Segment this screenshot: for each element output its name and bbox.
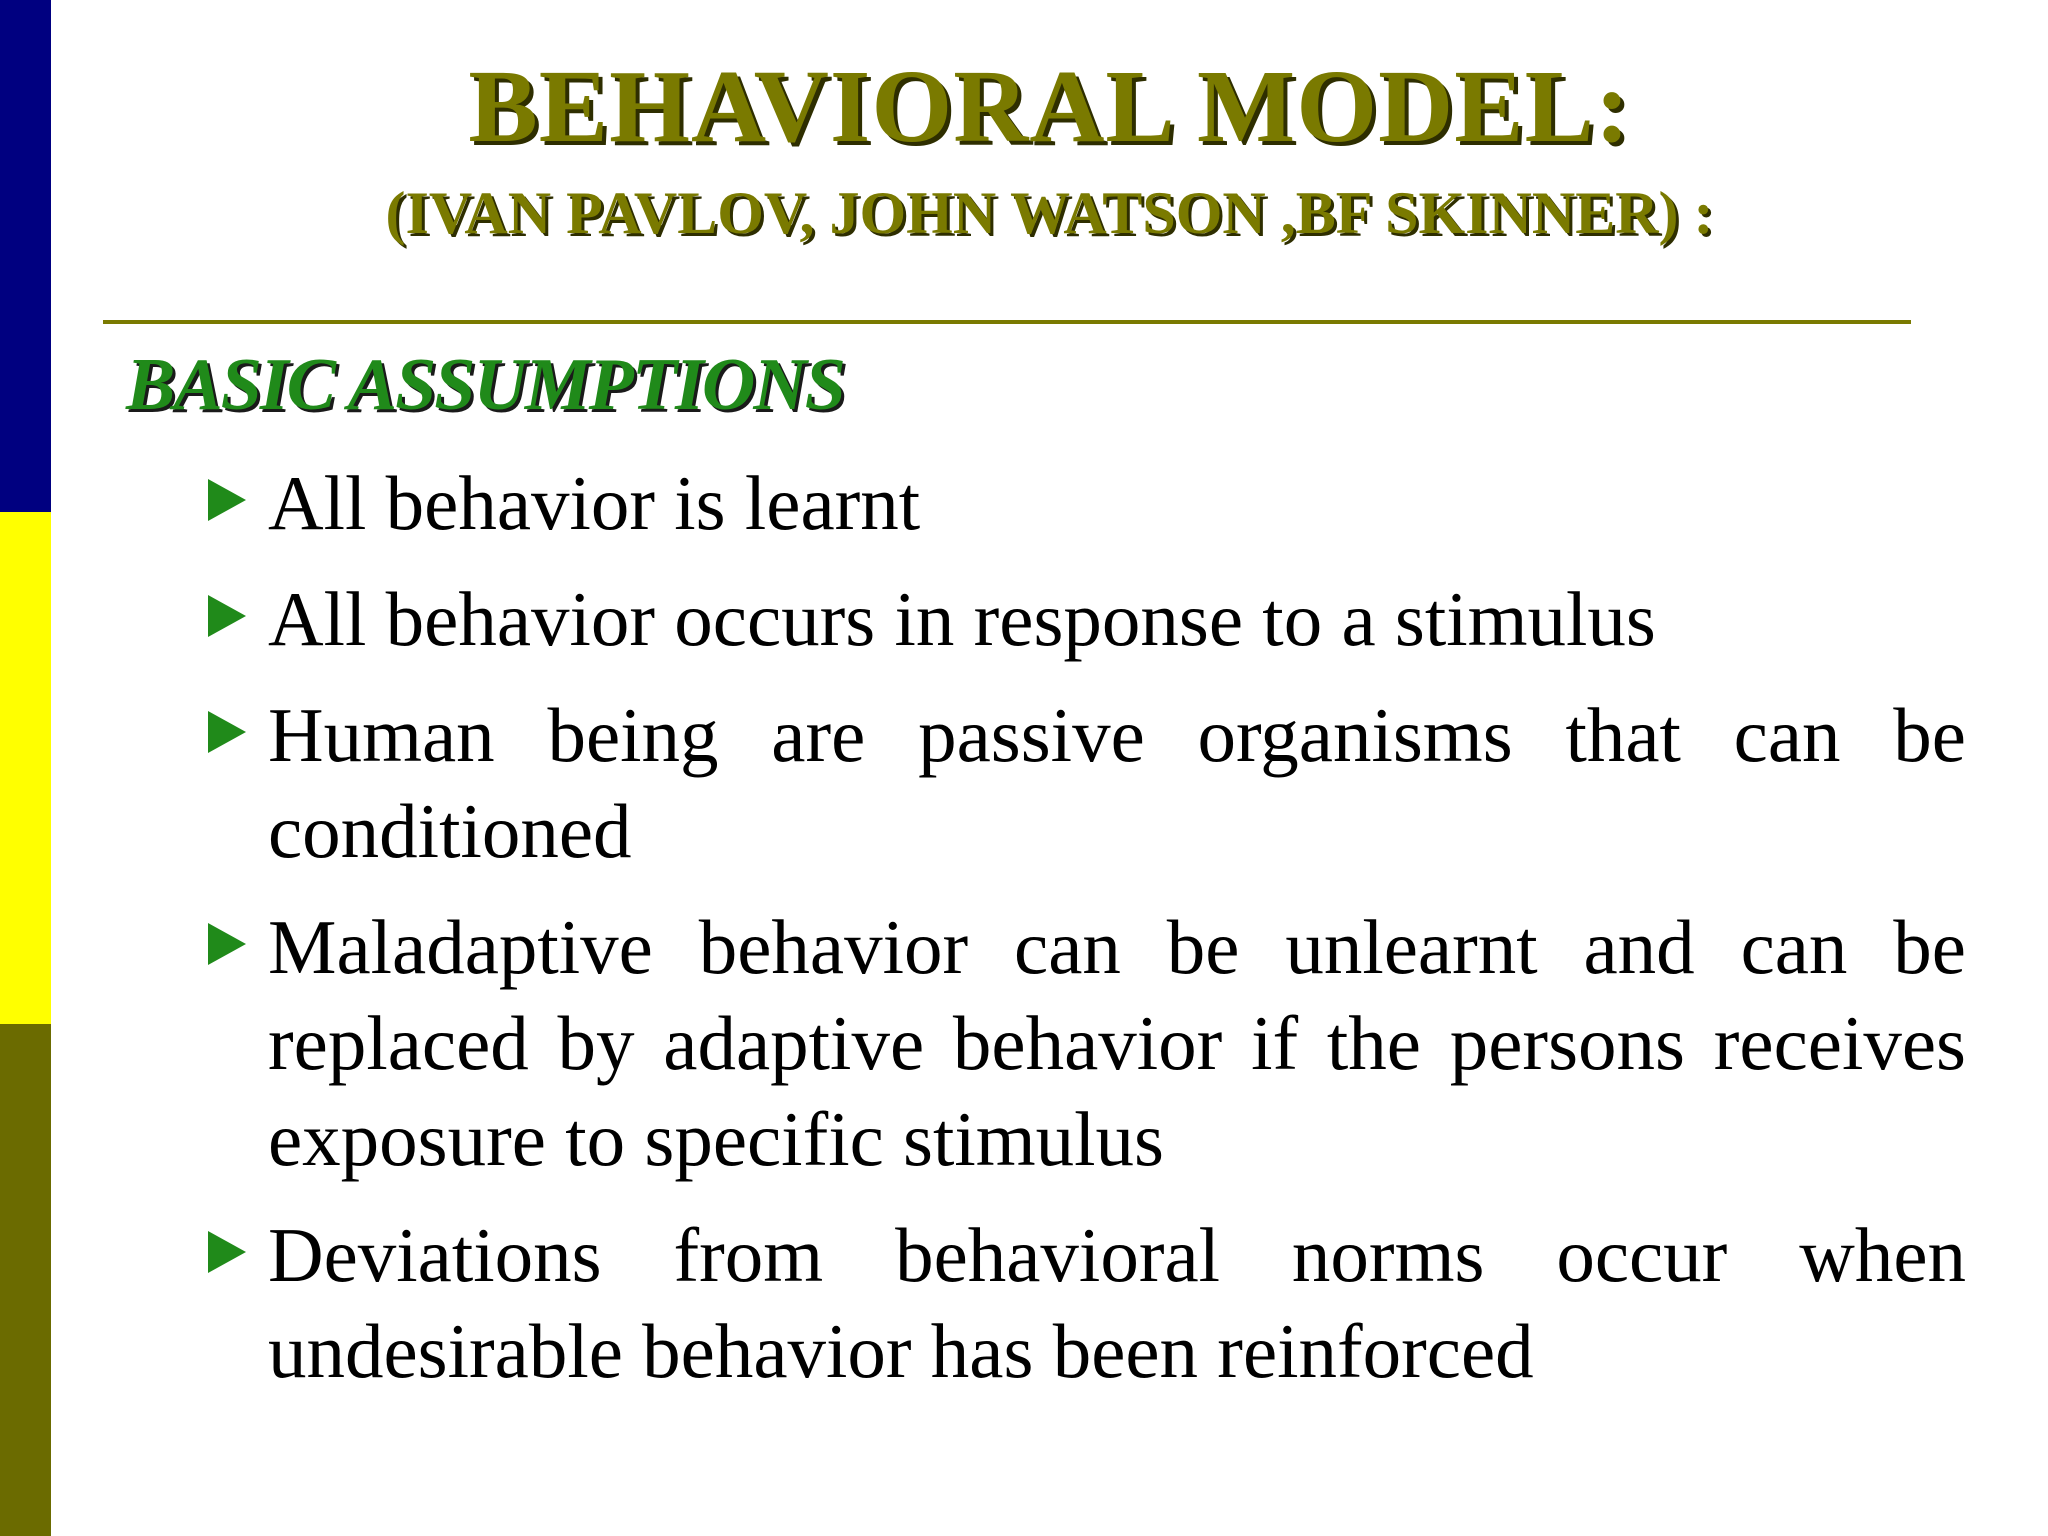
list-item-text: All behavior is learnt xyxy=(268,460,921,546)
list-item xyxy=(202,687,1966,879)
triangle-right-icon xyxy=(208,479,246,521)
triangle-right-icon xyxy=(208,711,246,753)
slide-title: BEHAVIORAL MODEL: xyxy=(468,49,1631,164)
side-bar-olive-segment xyxy=(0,1024,51,1536)
list-item-text: All behavior occurs in response to a stimulus xyxy=(268,576,1656,662)
assumption-list xyxy=(202,455,1966,1419)
triangle-right-icon xyxy=(208,595,246,637)
list-item-text: Deviations from behavioral norms occur when undesirable behavior has been reinforced xyxy=(268,1212,1966,1394)
list-item-text: Maladaptive behavior can be unlearnt and can be replaced by adaptive behavior if the persons receives exposure to specific stimulus xyxy=(268,904,1966,1182)
section-heading: BASIC ASSUMPTIONS xyxy=(126,344,844,426)
list-item xyxy=(202,455,1966,551)
list-item-text: Human being are passive organisms that can be conditioned xyxy=(268,692,1966,874)
slide-subtitle: (IVAN PAVLOV, JOHN WATSON ,BF SKINNER) : xyxy=(385,180,1714,246)
side-color-bar xyxy=(0,0,51,1536)
triangle-right-icon xyxy=(208,923,246,965)
triangle-right-icon xyxy=(208,1231,246,1273)
side-bar-yellow-segment xyxy=(0,512,51,1024)
list-item xyxy=(202,1207,1966,1399)
list-item xyxy=(202,571,1966,667)
list-item xyxy=(202,899,1966,1187)
title-divider xyxy=(103,320,1911,324)
side-bar-navy-segment xyxy=(0,0,51,512)
